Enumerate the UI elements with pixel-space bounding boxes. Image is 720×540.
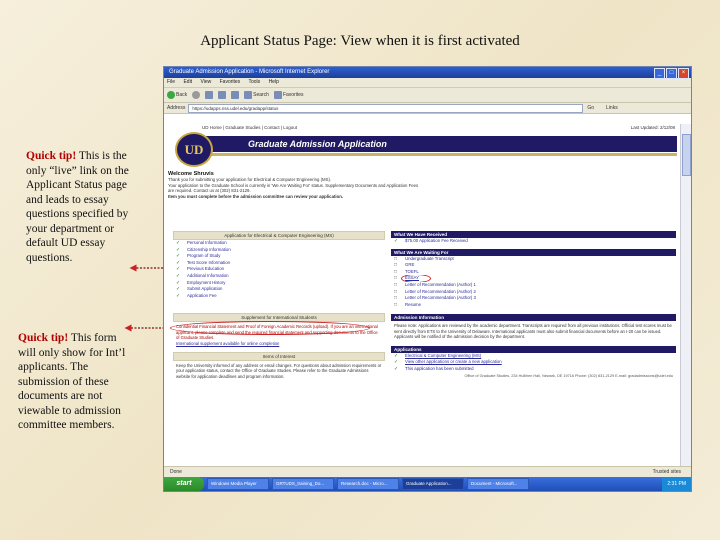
intl-supplement-text: Confidential Financial Statement and Proof of Foreign Academic Records (upload). If you are an international applicant, please complete and send the required financial statement and supporting documents to the Office of Graduate Studies. International supplement available for online completion xyxy=(173,322,385,348)
list-item[interactable]: ✓ Program of Study xyxy=(176,253,221,260)
back-arrow-icon xyxy=(167,91,175,99)
essay-highlight-oval xyxy=(401,275,431,282)
list-item[interactable]: ✓ Previous Education xyxy=(176,266,225,273)
menu-file[interactable]: File xyxy=(167,79,176,85)
browser-window xyxy=(163,66,692,492)
list-item: ✓ This application has been submitted xyxy=(394,365,474,372)
home-icon xyxy=(231,91,239,99)
links-button[interactable]: Links xyxy=(606,105,618,111)
search-button[interactable]: Search xyxy=(244,91,269,99)
intl-supplement-header: Supplement for International Students xyxy=(173,313,385,322)
forward-button[interactable] xyxy=(192,91,200,99)
page-footer: Office of Graduate Studies, 234 Hullihen Hall, Newark, DE 19716 Phone: (302) 831-2129 E-mail: gradadmissions@udel.edu xyxy=(464,374,673,379)
address-label: Address xyxy=(167,105,186,111)
intl-supplement-link[interactable]: International supplement available for online completion xyxy=(176,340,280,346)
menu-view[interactable]: View xyxy=(200,79,212,85)
checkmark-icon: ✓ xyxy=(394,352,399,359)
checkmark-icon: ✓ xyxy=(176,272,181,279)
stop-icon xyxy=(205,91,213,99)
welcome-line: Thank you for submitting your application for Electrical & Computer Engineering (MS). xyxy=(168,177,332,183)
menu-help[interactable]: Help xyxy=(268,79,279,85)
checkbox-icon: □ xyxy=(394,275,398,282)
checkbox-icon: □ xyxy=(394,268,398,275)
browser-toolbar xyxy=(164,88,691,103)
menu-bar xyxy=(164,78,691,88)
items-of-interest-text: Keep the University informed of any address or email changes. For questions about admission requirements or your application status, contact the Office of Graduate Studies. Please refer to the Graduate Admissions website for application deadlines and program information. xyxy=(176,362,382,379)
checkbox-icon: □ xyxy=(394,288,398,295)
checkmark-icon: ✓ xyxy=(176,266,181,273)
waiting-header: What We Are Waiting For xyxy=(391,249,676,256)
taskbar-item[interactable]: Graduate Application... xyxy=(402,478,464,490)
star-icon xyxy=(274,91,282,99)
go-button[interactable]: Go xyxy=(587,105,595,111)
browser-statusbar xyxy=(164,466,691,477)
admission-info-text: Please note: Applications are reviewed by the academic department. Transcripts are required from all previous institutions. Official test scores must be sent directly from ETS to the University of Delaware. International applicants must also submit financial documents before an I-20 can be issued. Applicants will be notified of the admission decision by the department. xyxy=(394,323,672,340)
list-item[interactable]: ✓ Personal Information xyxy=(176,240,227,246)
maximize-button[interactable]: □ xyxy=(666,68,677,79)
list-item[interactable]: ✓ Employment History xyxy=(176,279,226,286)
stop-button[interactable] xyxy=(205,91,213,99)
application-sections-header: Application for Electrical & Computer Engineering (MS) xyxy=(173,231,385,240)
checkmark-icon: ✓ xyxy=(176,292,181,299)
checkbox-icon: □ xyxy=(394,295,398,302)
close-button[interactable]: × xyxy=(678,68,689,79)
checkmark-icon: ✓ xyxy=(394,365,399,372)
windows-taskbar xyxy=(164,477,691,491)
refresh-icon xyxy=(218,91,226,99)
address-input[interactable]: https://udapps.nss.udel.edu/gradapp/status xyxy=(188,104,583,113)
search-icon xyxy=(244,91,252,99)
taskbar-item[interactable]: Windows Media Player xyxy=(207,478,269,490)
list-item[interactable]: ✓ Test Score Information xyxy=(176,259,230,266)
window-titlebar xyxy=(164,67,691,78)
taskbar-item[interactable]: Research.doc - Micro... xyxy=(337,478,399,490)
last-updated: Last Updated: 2/12/08 xyxy=(630,125,675,130)
taskbar-item[interactable]: Document - Microsoft... xyxy=(467,478,529,490)
banner-title: Graduate Admission Application xyxy=(200,136,677,152)
list-item[interactable]: ✓ Application Fee xyxy=(176,292,217,299)
menu-edit[interactable]: Edit xyxy=(183,79,193,85)
system-clock: 2:31 PM xyxy=(662,477,691,491)
back-button[interactable]: Back xyxy=(167,91,187,99)
refresh-button[interactable] xyxy=(218,91,226,99)
top-nav-links[interactable]: UD Home | Graduate Studies | Contact | Logout xyxy=(202,125,298,130)
waiting-list xyxy=(391,256,676,309)
essay-link[interactable]: ESSAY xyxy=(405,275,419,280)
tip-lead: Quick tip! xyxy=(26,150,77,162)
slide-title: Applicant Status Page: View when it is first activated xyxy=(200,33,520,49)
scrollbar-thumb[interactable] xyxy=(682,134,691,176)
list-item[interactable]: ✓ View other applications or create a new application xyxy=(394,359,502,366)
window-title: Graduate Admission Application - Microsoft Internet Explorer xyxy=(169,69,330,75)
welcome-header: Welcome Shruvis xyxy=(168,171,214,177)
list-item: □ Letter of Recommendation (Author) 3 xyxy=(394,295,476,302)
welcome-section xyxy=(168,172,668,199)
tip-lead: Quick tip! xyxy=(18,332,69,344)
favorites-button[interactable]: Favorites xyxy=(274,91,304,99)
checkmark-icon: ✓ xyxy=(394,359,399,366)
forward-arrow-icon xyxy=(192,91,200,99)
list-item[interactable]: ✓ Citizenship Information xyxy=(176,246,231,253)
top-links xyxy=(164,124,681,132)
list-item: □ TOEFL xyxy=(394,268,419,275)
list-item: □ GRE xyxy=(394,262,415,269)
checkmark-icon: ✓ xyxy=(176,259,181,266)
checkbox-icon: □ xyxy=(394,255,398,262)
welcome-line: are required. Contact us at (302) 831-2129. xyxy=(168,188,251,194)
checkmark-icon: ✓ xyxy=(176,253,181,260)
received-header: What We Have Received xyxy=(391,231,676,238)
taskbar-item[interactable]: GRTUDS_training_Do... xyxy=(272,478,334,490)
application-sections-panel xyxy=(173,231,385,381)
home-button[interactable] xyxy=(231,91,239,99)
menu-favorites[interactable]: Favorites xyxy=(219,79,241,85)
checkbox-icon: □ xyxy=(394,281,398,288)
checkmark-icon: ✓ xyxy=(176,286,181,293)
list-item[interactable]: ✓ Electrical & Computer Engineering (MS) xyxy=(394,352,482,359)
vertical-scrollbar[interactable] xyxy=(680,124,691,466)
list-item[interactable]: ✓ Submit Application xyxy=(176,286,223,293)
checkmark-icon: ✓ xyxy=(176,279,181,286)
checkmark-icon: ✓ xyxy=(176,246,181,253)
list-item: □ Undergraduate Transcript xyxy=(394,255,454,262)
checkmark-icon: ✓ xyxy=(176,240,181,246)
applications-list xyxy=(391,353,676,373)
items-of-interest-header: Items of Interest xyxy=(173,352,385,361)
application-sections-list xyxy=(173,240,385,299)
list-item: ✓ $75.00 Application Fee Received xyxy=(394,238,468,244)
security-zone: Trusted sites xyxy=(652,469,681,475)
status-panel xyxy=(391,231,676,382)
list-item: □ Letter of Recommendation (Author) 1 xyxy=(394,281,476,288)
list-item[interactable]: ✓ Additional Information xyxy=(176,272,229,279)
essay-list-item[interactable] xyxy=(391,275,676,282)
received-list xyxy=(391,238,676,245)
minimize-button[interactable]: _ xyxy=(654,68,665,79)
checkbox-icon: □ xyxy=(394,262,398,269)
welcome-line: Your application to the Graduate School is currently in 'We Are Waiting For' status. Supplementary Documents and Application Fees xyxy=(168,182,419,188)
banner-stripe xyxy=(200,153,677,156)
ud-logo: UD xyxy=(175,132,213,167)
checkmark-icon: ✓ xyxy=(394,238,399,244)
applications-header: Applications xyxy=(391,346,676,353)
tip-text: This is the only “live” link on the Applicant Status page and leads to essay questions specified by your department or default UD essay questions. xyxy=(26,150,129,264)
menu-tools[interactable]: Tools xyxy=(248,79,261,85)
list-item: □ Letter of Recommendation (Author) 2 xyxy=(394,288,476,295)
checkbox-icon: □ xyxy=(394,301,398,308)
page-banner xyxy=(164,132,681,165)
tip-text: This form will only show for Int’l applicants. The submission of these documents are not viewable to admission committee members. xyxy=(18,332,126,431)
welcome-line: Item you must complete before the admission committee can review your application. xyxy=(168,193,344,199)
page-content xyxy=(164,124,681,466)
address-bar xyxy=(164,103,691,114)
start-button[interactable]: start xyxy=(164,477,204,491)
list-item: □ Resume xyxy=(394,301,422,308)
admission-info-header: Admission Information xyxy=(391,314,676,321)
status-text: Done xyxy=(170,469,182,475)
